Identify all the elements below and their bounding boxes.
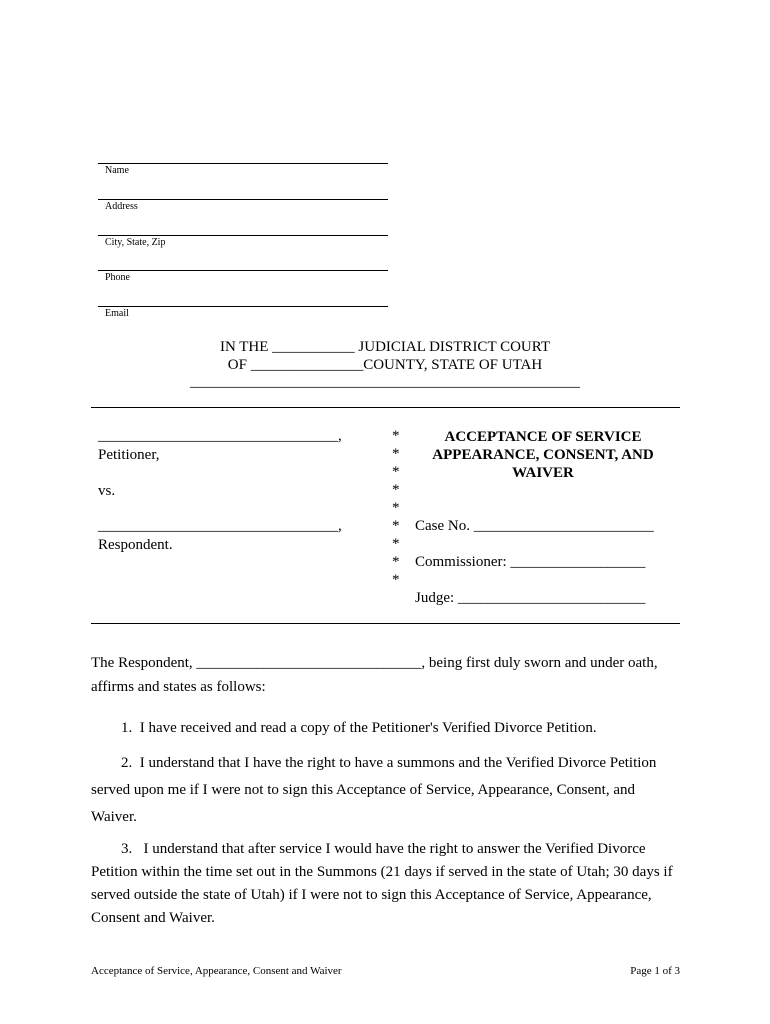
caption-star: * xyxy=(392,500,400,516)
intro-line-1: The Respondent, ______________________________, being first duly sworn and under oath, xyxy=(91,655,658,671)
paragraph-3-line-3: served outside the state of Utah) if I were not to sign this Acceptance of Service, Appearance, xyxy=(91,887,652,903)
paragraph-3-line-1: 3. I understand that after service I would have the right to answer the Verified Divorce xyxy=(91,841,646,857)
name-label: Name xyxy=(105,165,129,176)
caption-star: * xyxy=(392,536,400,552)
caption-star: * xyxy=(392,554,400,570)
document-title-line-2: APPEARANCE, CONSENT, AND xyxy=(432,447,654,463)
respondent-blank[interactable]: ________________________________, xyxy=(98,518,342,534)
paragraph-2-line-1: 2. I understand that I have the right to have a summons and the Verified Divorce Petition xyxy=(91,755,657,771)
commissioner-field[interactable]: Commissioner: __________________ xyxy=(415,554,646,570)
petitioner-blank[interactable]: ________________________________, xyxy=(98,428,342,444)
caption-top-rule xyxy=(91,407,680,408)
caption-bottom-rule xyxy=(91,623,680,624)
footer-page-number: Page 1 of 3 xyxy=(630,965,680,977)
document-title-line-3: WAIVER xyxy=(512,465,574,481)
email-line[interactable] xyxy=(98,306,388,307)
caption-star: * xyxy=(392,464,400,480)
judge-field[interactable]: Judge: _________________________ xyxy=(415,590,646,606)
caption-star: * xyxy=(392,446,400,462)
court-line-2: OF _______________COUNTY, STATE OF UTAH xyxy=(227,357,543,373)
court-line-1: IN THE ___________ JUDICIAL DISTRICT COURT xyxy=(219,339,551,355)
respondent-label: Respondent. xyxy=(98,537,173,553)
paragraph-3-line-4: Consent and Waiver. xyxy=(91,910,215,926)
vs-label: vs. xyxy=(98,483,116,499)
paragraph-1: 1. I have received and read a copy of the Petitioner's Verified Divorce Petition. xyxy=(91,720,597,736)
paragraph-2-line-2: served upon me if I were not to sign this Acceptance of Service, Appearance, Consent, and xyxy=(91,782,635,798)
petitioner-label: Petitioner, xyxy=(98,447,160,463)
caption-star: * xyxy=(392,482,400,498)
caption-star: * xyxy=(392,518,400,534)
caption-star: * xyxy=(392,428,400,444)
document-title-line-1: ACCEPTANCE OF SERVICE xyxy=(444,429,642,445)
city-state-zip-label: City, State, Zip xyxy=(105,237,166,248)
case-number-field[interactable]: Case No. ________________________ xyxy=(415,518,654,534)
paragraph-3-line-2: Petition within the time set out in the Summons (21 days if served in the state of Utah; 30 days if xyxy=(91,864,673,880)
paragraph-2-line-3: Waiver. xyxy=(91,809,137,825)
footer-document-name: Acceptance of Service, Appearance, Consent and Waiver xyxy=(91,965,342,977)
court-line-3: ____________________________________________________ xyxy=(190,374,580,390)
intro-line-2: affirms and states as follows: xyxy=(91,679,266,695)
address-line[interactable] xyxy=(98,199,388,200)
email-label: Email xyxy=(105,308,129,319)
phone-line[interactable] xyxy=(98,270,388,271)
name-line[interactable] xyxy=(98,163,388,164)
address-label: Address xyxy=(105,201,138,212)
caption-star: * xyxy=(392,572,400,588)
phone-label: Phone xyxy=(105,272,130,283)
city-state-zip-line[interactable] xyxy=(98,235,388,236)
